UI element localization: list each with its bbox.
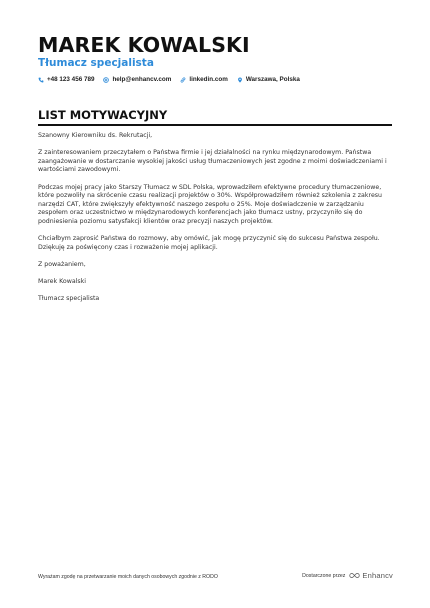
enhancv-logo-icon xyxy=(349,572,360,579)
contact-bar xyxy=(38,76,300,83)
contact-email-text[interactable]: help@enhancv.com xyxy=(112,76,172,83)
applicant-role: Tłumacz specjalista xyxy=(38,57,154,69)
letter-closing: Z poważaniem, xyxy=(38,260,86,268)
powered-by-label: Dostarczone przez xyxy=(302,572,346,579)
brand-logo[interactable] xyxy=(349,571,393,580)
section-divider xyxy=(38,124,392,126)
applicant-name: MAREK KOWALSKI xyxy=(38,33,250,57)
contact-phone-text: +48 123 456 789 xyxy=(47,76,95,83)
footer-branding[interactable] xyxy=(302,571,393,580)
contact-location xyxy=(237,76,300,83)
letter-signature-name: Marek Kowalski xyxy=(38,278,87,286)
brand-name: Enhancv xyxy=(362,571,393,580)
letter-paragraph-2: Podczas mojej pracy jako Starszy Tłumacz w SDL Polska, wprowadziłem efektywne procedury tłumaczeniowe, które pozwoliły na skrócenie czasu realizacji projektów o 30%. Współprowadziłem również szkolenia z zakresu narzędzi CAT, które zwiększyły efektywność naszego zespołu o 25%. Moje doświadczenie w zarządzaniu zespołem oraz uczestnictwo w międzynarodowych konferencjach jako tłumacz ustny, przyczyniło się do podniesienia poziomu satysfakcji klientów oraz precyzji naszych projektów. xyxy=(38,183,383,225)
letter-body xyxy=(38,132,390,312)
letter-signature-role: Tłumacz specjalista xyxy=(38,295,100,303)
letter-paragraph-3: Chciałbym zaprosić Państwa do rozmowy, aby omówić, jak mogę przyczynić się do sukcesu Państwa zespołu. Dziękuję za poświęcony czas i rozważenie mojej aplikacji. xyxy=(38,235,380,251)
gdpr-consent-note: Wyrażam zgodę na przetwarzanie moich danych osobowych zgodnie z RODO xyxy=(38,574,218,580)
contact-linkedin[interactable] xyxy=(180,76,228,83)
section-title: LIST MOTYWACYJNY xyxy=(38,108,168,122)
contact-linkedin-text[interactable]: linkedin.com xyxy=(189,76,228,83)
location-pin-icon xyxy=(237,77,243,83)
link-icon xyxy=(180,77,186,83)
letter-salutation: Szanowny Kierowniku ds. Rekrutacji, xyxy=(38,132,153,139)
letter-paragraph-1: Z zainteresowaniem przeczytałem o Państwa firmie i jej działalności na rynku międzynarodowym. Państwa zaangażowanie w dostarczanie wysokiej jakości usług tłumaczeniowych jest zgodne z moimi doświadczeniami i wartościami zawodowymi. xyxy=(38,149,387,174)
contact-location-text: Warszawa, Polska xyxy=(245,76,300,83)
phone-icon xyxy=(38,77,44,83)
at-icon xyxy=(103,77,109,83)
contact-email[interactable] xyxy=(103,76,171,83)
contact-phone xyxy=(38,76,94,83)
